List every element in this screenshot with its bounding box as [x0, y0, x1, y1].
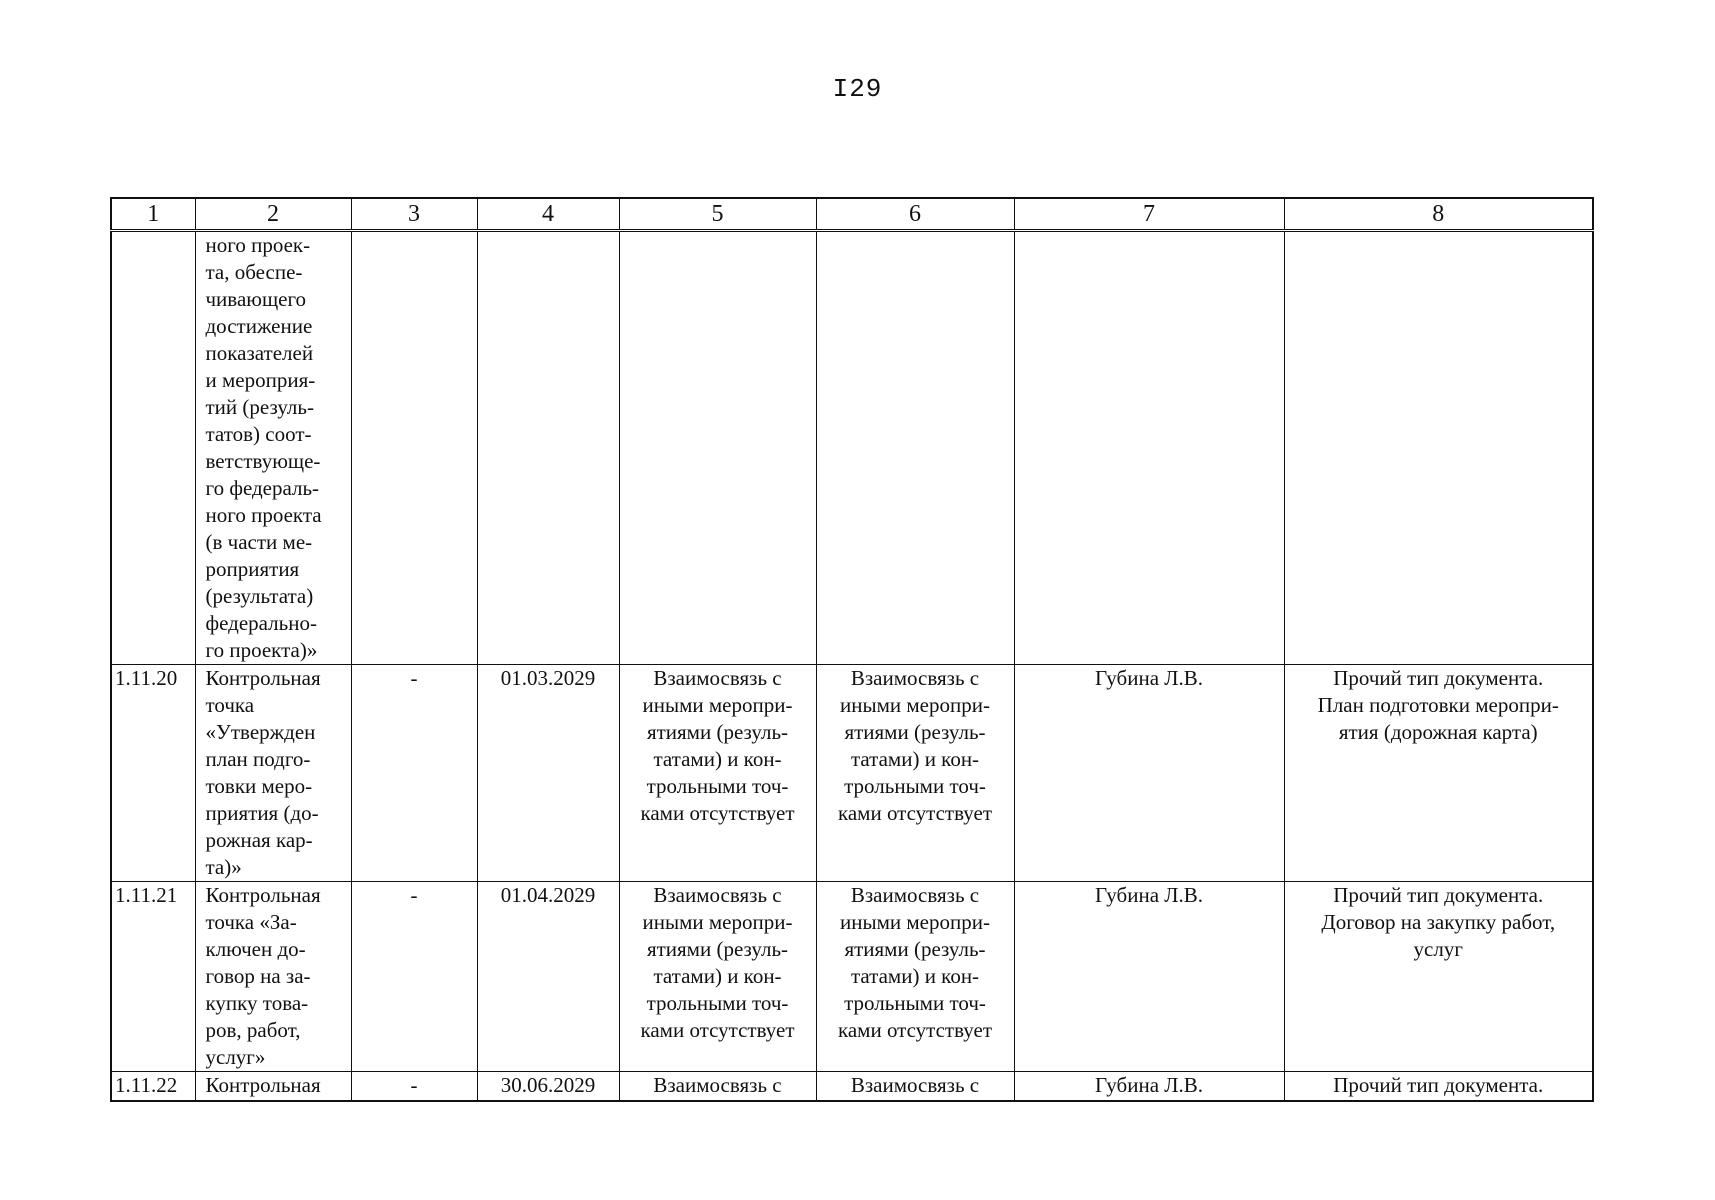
col6-line: иными меропри-	[840, 693, 990, 717]
date-value: 01.04.2029	[500, 883, 596, 907]
cell-number	[111, 1072, 195, 1102]
col5-line: татами) и кон-	[653, 964, 782, 988]
col6-line: татами) и кон-	[850, 747, 980, 771]
cell-col3	[351, 882, 477, 1072]
column-header-7: 7	[1014, 198, 1284, 231]
column-header-2: 2	[195, 198, 351, 231]
col5-line: Взаимосвязь с	[653, 883, 782, 907]
name-line: ров, работ,	[205, 1018, 301, 1042]
col5-line: Взаимосвязь с	[653, 666, 782, 690]
col6-line: трольными точ-	[844, 991, 986, 1015]
cell-number	[111, 882, 195, 1072]
cell-number	[111, 665, 195, 882]
cell-col5	[619, 665, 816, 882]
name-line: точка	[205, 693, 255, 717]
column-header-8: 8	[1284, 198, 1593, 231]
cell-col5	[619, 231, 816, 665]
col5-line: ками отсутствует	[640, 801, 795, 825]
col6-line: Взаимосвязь с	[850, 883, 980, 907]
col3-value: -	[410, 1073, 418, 1097]
name-line: Контрольная	[205, 1073, 321, 1097]
document-line: ятия (дорожная карта)	[1338, 720, 1538, 744]
page-number: I29	[832, 74, 883, 104]
cell-col3	[351, 665, 477, 882]
name-line: тий (резуль-	[205, 395, 314, 419]
col6-line: ками отсутствует	[837, 1018, 993, 1042]
cell-responsible	[1014, 1072, 1284, 1102]
responsible-name: Губина Л.В.	[1094, 883, 1204, 907]
col3-value: -	[410, 666, 418, 690]
col6-line: иными меропри-	[840, 910, 990, 934]
cell-name	[195, 665, 351, 882]
document-line: Прочий тип документа.	[1333, 666, 1544, 690]
col5-line: ятиями (резуль-	[646, 937, 789, 961]
cell-name	[195, 882, 351, 1072]
col5-line: ятиями (резуль-	[646, 720, 789, 744]
col5-line: иными меропри-	[642, 910, 793, 934]
row-number: 1.11.22	[115, 1073, 178, 1097]
cell-date	[477, 665, 619, 882]
cell-responsible	[1014, 665, 1284, 882]
row-number: 1.11.20	[115, 666, 178, 690]
name-line: (результата)	[205, 584, 314, 608]
table-row	[111, 665, 1593, 882]
name-line: Контрольная	[205, 666, 321, 690]
col5-line: Взаимосвязь с	[653, 1073, 782, 1097]
name-line: роприятия	[205, 557, 300, 581]
name-line: показателей	[205, 341, 314, 365]
cell-col6	[816, 665, 1014, 882]
name-line: ного проекта	[205, 503, 322, 527]
name-line: го федераль-	[205, 476, 320, 500]
column-header-1: 1	[111, 198, 195, 231]
cell-name	[195, 1072, 351, 1102]
name-line: план подго-	[205, 747, 311, 771]
cell-name	[195, 231, 351, 665]
col6-line: ками отсутствует	[837, 801, 993, 825]
name-line: «Утвержден	[205, 720, 316, 744]
column-header-3: 3	[351, 198, 477, 231]
cell-date	[477, 231, 619, 665]
col5-line: иными меропри-	[642, 693, 793, 717]
table-row	[111, 231, 1593, 665]
name-line: та)»	[205, 855, 242, 879]
responsible-name: Губина Л.В.	[1094, 666, 1204, 690]
cell-document	[1284, 665, 1593, 882]
date-value: 30.06.2029	[500, 1073, 596, 1097]
document-line: Договор на закупку работ,	[1321, 910, 1556, 934]
name-line: ного проек-	[205, 233, 311, 257]
col3-value: -	[410, 883, 418, 907]
cell-responsible	[1014, 882, 1284, 1072]
name-line: купку това-	[205, 991, 309, 1015]
name-line: федерально-	[205, 611, 317, 635]
cell-col6	[816, 882, 1014, 1072]
col6-line: Взаимосвязь с	[850, 1073, 980, 1097]
cell-document	[1284, 1072, 1593, 1102]
cell-col5	[619, 882, 816, 1072]
cell-document	[1284, 882, 1593, 1072]
col5-line: ками отсутствует	[640, 1018, 795, 1042]
name-line: приятия (до-	[205, 801, 319, 825]
col5-line: трольными точ-	[646, 991, 789, 1015]
name-line: та, обеспе-	[205, 260, 303, 284]
cell-responsible	[1014, 231, 1284, 665]
table-body	[111, 231, 1593, 1102]
document-line: Прочий тип документа.	[1333, 1073, 1544, 1097]
cell-col6	[816, 231, 1014, 665]
name-line: достижение	[205, 314, 313, 338]
column-header-5: 5	[619, 198, 816, 231]
name-line: рожная кар-	[205, 828, 313, 852]
col6-line: Взаимосвязь с	[850, 666, 980, 690]
col6-line: ятиями (резуль-	[844, 720, 986, 744]
document-table	[110, 197, 1594, 1102]
cell-col3	[351, 1072, 477, 1102]
col5-line: трольными точ-	[646, 774, 789, 798]
name-line: (в части ме-	[205, 530, 313, 554]
document-line: Прочий тип документа.	[1333, 883, 1544, 907]
cell-number	[111, 231, 195, 665]
row-number: 1.11.21	[115, 883, 178, 907]
document-line: услуг	[1413, 937, 1463, 961]
date-value: 01.03.2029	[500, 666, 596, 690]
cell-date	[477, 882, 619, 1072]
col5-line: татами) и кон-	[653, 747, 782, 771]
name-line: чивающего	[205, 287, 307, 311]
column-header-6: 6	[816, 198, 1014, 231]
name-line: ключен до-	[205, 937, 306, 961]
table-row	[111, 882, 1593, 1072]
document-line: План подготовки меропри-	[1317, 693, 1559, 717]
col6-line: ятиями (резуль-	[844, 937, 986, 961]
name-line: Контрольная	[205, 883, 321, 907]
cell-date	[477, 1072, 619, 1102]
header-row	[111, 198, 1593, 231]
name-line: говор на за-	[205, 964, 311, 988]
name-line: точка «За-	[205, 910, 297, 934]
document-table-container	[110, 197, 1592, 1102]
cell-col5	[619, 1072, 816, 1102]
column-header-4: 4	[477, 198, 619, 231]
col6-line: татами) и кон-	[850, 964, 980, 988]
name-line: товки меро-	[205, 774, 313, 798]
col6-line: трольными точ-	[844, 774, 986, 798]
table-row	[111, 1072, 1593, 1102]
responsible-name: Губина Л.В.	[1094, 1073, 1204, 1097]
name-line: го проекта)»	[205, 638, 318, 662]
name-line: и мероприя-	[205, 368, 316, 392]
name-line: услуг»	[205, 1045, 266, 1069]
name-line: ветствующе-	[205, 449, 321, 473]
name-line: татов) соот-	[205, 422, 312, 446]
cell-document	[1284, 231, 1593, 665]
cell-col3	[351, 231, 477, 665]
cell-col6	[816, 1072, 1014, 1102]
